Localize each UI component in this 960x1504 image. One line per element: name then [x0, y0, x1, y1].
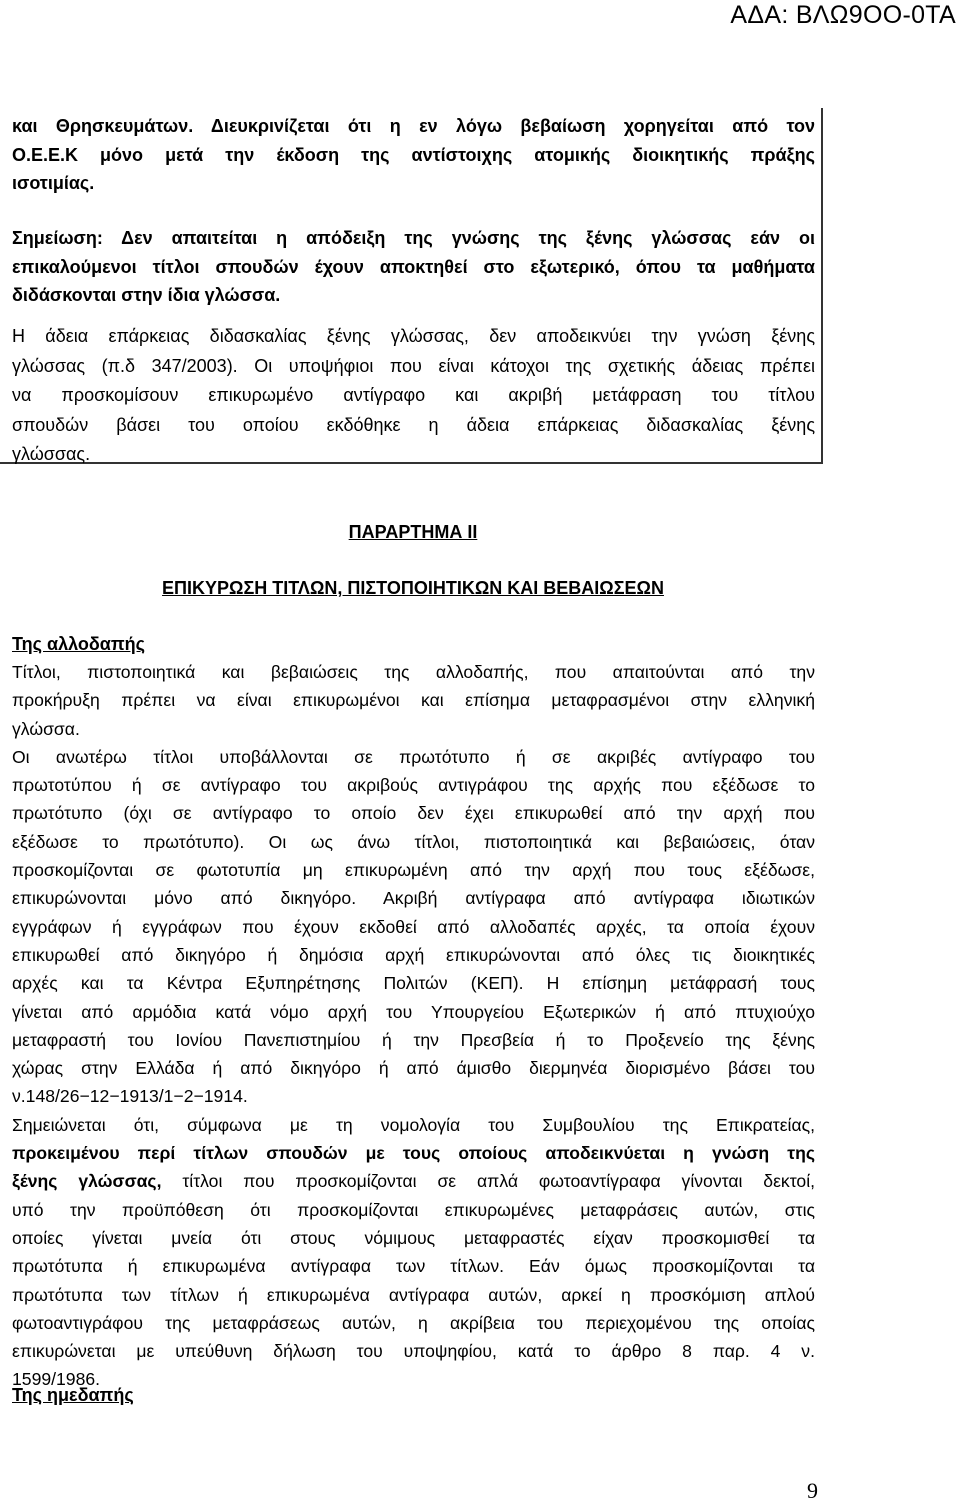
- text-line: φωτοαντιγράφου της μεταφράσεως αυτών, η ακρίβεια του περιεχομένου της οποίας: [12, 1312, 815, 1333]
- text-line: γίνεται από αρμόδια κατά νόμο αρχή του Υπουργείου Εξωτερικών ή από πτυχιούχο: [12, 1001, 815, 1022]
- annex-subtitle: ΕΠΙΚΥΡΩΣΗ ΤΙΤΛΩΝ, ΠΙΣΤΟΠΟΙΗΤΙΚΩΝ ΚΑΙ ΒΕΒΑΙΩΣΕΩΝ: [162, 578, 664, 598]
- mixed-text-line: [12, 1167, 815, 1195]
- paragraph-verification: [12, 112, 815, 198]
- section-heading-domestic: Της ημεδαπής: [12, 1385, 134, 1405]
- text-line: να προσκομίσουν επικυρωμένο αντίγραφο και ακριβή μετάφραση του τίτλου: [12, 385, 815, 405]
- text-line: επικαλούμενοι τίτλοι σπουδών έχουν αποκτηθεί στο εξωτερικό, όπου τα μαθήματα: [12, 256, 815, 277]
- text-line: επικυρώνεται με υπεύθυνη δήλωση του υποψηφίου, κατά το άρθρο 8 παρ. 4 ν.: [12, 1341, 815, 1362]
- text-line: επικυρωθεί από δικηγόρο ή δημόσια αρχή επικυρώνονται από όλες τις διοικητικές: [12, 944, 815, 965]
- text-line: αρχές και τα Κέντρα Εξυπηρέτησης Πολιτών (ΚΕΠ). Η επίσημη μετάφρασή τους: [12, 973, 815, 994]
- text-line: ισοτιμίας.: [12, 173, 95, 193]
- paragraph-teaching-license: [12, 322, 815, 470]
- section-heading-foreign: Της αλλοδαπής: [12, 634, 145, 654]
- text-line: γλώσσα.: [12, 718, 80, 739]
- text-line: γλώσσας (π.δ 347/2003). Οι υποψήφιοι που είναι κάτοχοι της σχετικής άδειας πρέπει: [12, 355, 815, 376]
- text-line: πρωτότυπο (όχι σε αντίγραφο το οποίο δεν έχει επικυρωθεί από την αρχή που: [12, 803, 815, 824]
- text-line: Οι ανωτέρω τίτλοι υποβάλλονται σε πρωτότυπο ή σε ακριβές αντίγραφο του: [12, 746, 815, 767]
- ada-code: ΑΔΑ: ΒΛΩ9ΟΟ-0ΤΑ: [730, 1, 956, 29]
- text-line: διδάσκονται στην ίδια γλώσσα.: [12, 285, 281, 305]
- text-line: επικυρώνονται μόνο από δικηγόρο. Ακριβή αντίγραφα από αντίγραφα ιδιωτικών: [12, 888, 815, 909]
- text-line: ν.148/26−12−1913/1−2−1914.: [12, 1086, 248, 1107]
- page-number: 9: [807, 1478, 818, 1503]
- text-line: Ο.Ε.Ε.Κ μόνο μετά την έκδοση της αντίστοιχης ατομικής διοικητικής πράξης: [12, 144, 815, 165]
- text-line: 1599/1986.: [12, 1369, 101, 1390]
- text-line: πρωτότυπα ή επικυρωμένα αντίγραφα των τίτλων. Εάν όμως προσκομίζονται τα: [12, 1256, 815, 1277]
- text-line: μεταφραστή του Ιονίου Πανεπιστημίου ή την Πρεσβεία ή το Προξενείο της ξένης: [12, 1029, 815, 1050]
- text-line: και Θρησκευμάτων. Διευκρινίζεται ότι η εν λόγω βεβαίωση χορηγείται από τον: [12, 116, 815, 136]
- text-line: προκήρυξη πρέπει να είναι επικυρωμένοι και επίσημα μεταφρασμένοι στην ελληνική: [12, 690, 815, 711]
- foreign-section-body: [12, 658, 815, 1394]
- text-line: Σημείωση: Δεν απαιτείται η απόδειξη της γνώσης της ξένης γλώσσας εάν οι: [12, 228, 815, 248]
- text-line: Σημειώνεται ότι, σύμφωνα με τη νομολογία του Συμβουλίου της Επικρατείας,: [12, 1114, 815, 1135]
- bold-phrase: ξένης γλώσσας,: [12, 1171, 162, 1192]
- text-line: εγγράφων ή εγγράφων που έχουν εκδοθεί από αλλοδαπές αρχές, τα οποία έχουν: [12, 916, 815, 937]
- text-line: σπουδών βάσει του οποίου εκδόθηκε η άδεια επάρκειας διδασκαλίας ξένης: [12, 414, 815, 435]
- text-line: προσκομίζονται σε φωτοτυπία μη επικυρωμένη από την αρχή που τους εξέδωσε,: [12, 860, 815, 881]
- paragraph-note: [12, 224, 815, 310]
- text-line: Η άδεια επάρκειας διδασκαλίας ξένης γλώσσας, δεν αποδεικνύει την γνώση ξένης: [12, 326, 815, 346]
- text-line: χώρας στην Ελλάδα ή από δικηγόρο ή από άμισθο διερμηνέα διορισμένο βάσει του: [12, 1058, 815, 1079]
- text-line: πρωτοτύπου ή σε αντίγραφο του ακριβούς αντιγράφου της αρχής που εξέδωσε το: [12, 775, 815, 796]
- bold-text-line: προκειμένου περί τίτλων σπουδών με τους οποίους αποδεικνύεται η γνώση της: [12, 1143, 815, 1164]
- text-line: οποίες γίνεται μνεία ότι στους νόμιμους μεταφραστές είχαν προσκομισθεί τα: [12, 1227, 815, 1248]
- text-line: Τίτλοι, πιστοποιητικά και βεβαιώσεις της αλλοδαπής, που απαιτούνται από την: [12, 662, 815, 682]
- text-line: εξέδωσε το πρωτότυπο). Οι ως άνω τίτλοι, πιστοποιητικά και βεβαιώσεις, όταν: [12, 831, 815, 852]
- text-line: υπό την προϋπόθεση ότι προσκομίζονται επικυρωμένες μεταφράσεις αυτών, στις: [12, 1199, 815, 1220]
- annex-title: ΠΑΡΑΡΤΗΜΑ ΙΙ: [348, 522, 478, 542]
- text-line: πρωτότυπα των τίτλων ή επικυρωμένα αντίγραφα αυτών, αρκεί η προσκόμιση απλού: [12, 1284, 815, 1305]
- text-line: γλώσσας.: [12, 444, 91, 464]
- text-fragment: τίτλοι που προσκομίζονται σε απλά φωτοαντίγραφα γίνονται δεκτοί,: [161, 1171, 815, 1192]
